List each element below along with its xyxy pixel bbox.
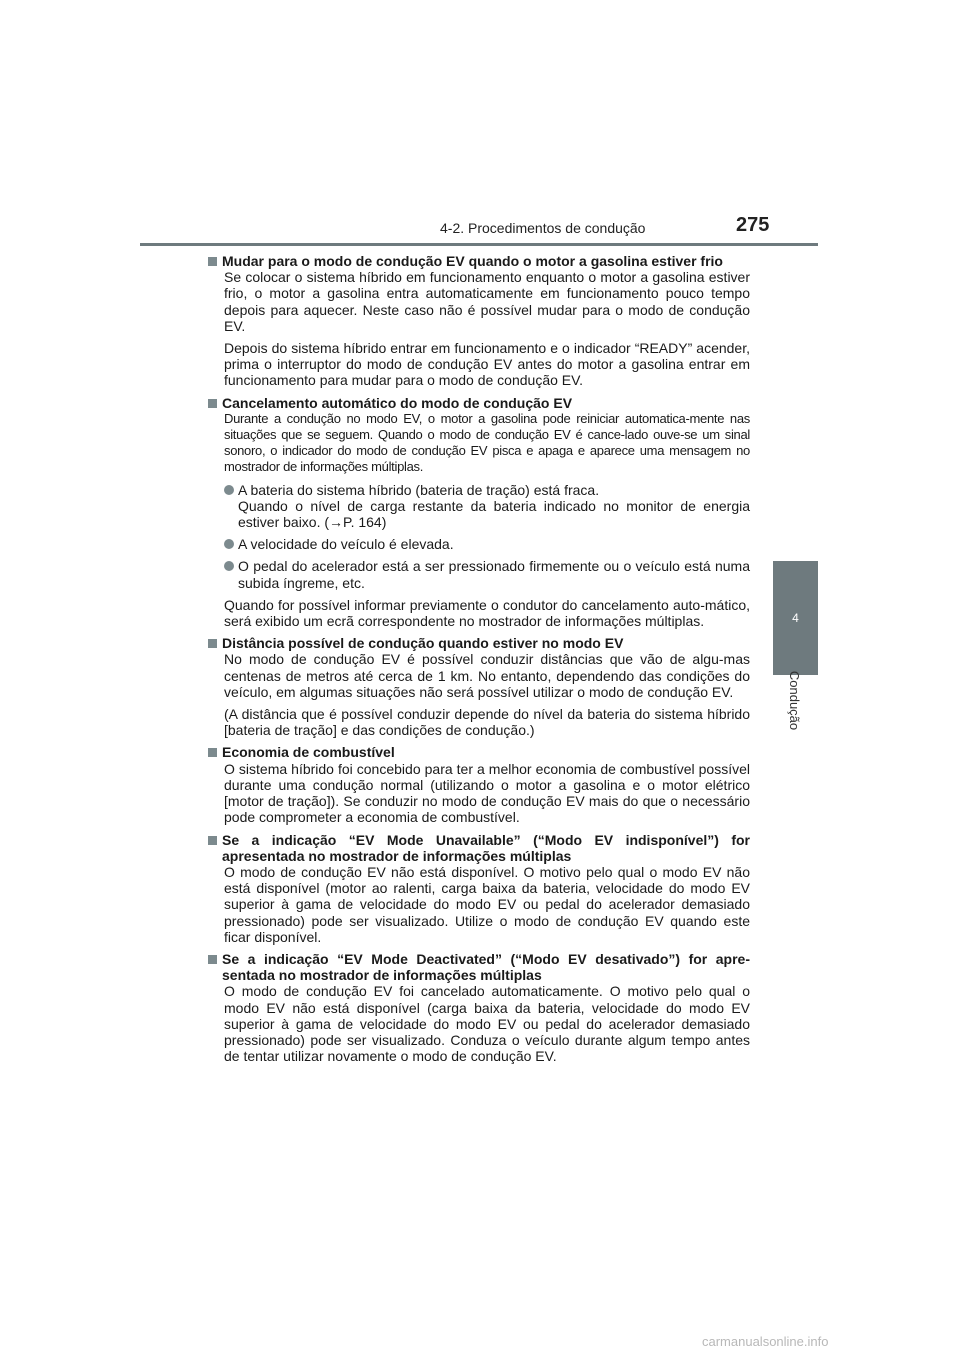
paragraph: O modo de condução EV não está disponível. O motivo pelo qual o modo EV não está disponível (motor ao ralenti, carga baixa da bateria, velocidade do modo EV superior à gama de velocidade do modo EV ou pedal do acelerador demasiado pressionado) pode ser visualizado. Utilize o modo de condução EV quando este ficar disponível. <box>224 863 750 945</box>
list-item <box>224 482 750 531</box>
page-content <box>208 253 750 1070</box>
section-heading-text: Mudar para o modo de condução EV quando o motor a gasolina estiver frio <box>222 253 723 269</box>
section-cold-engine <box>208 253 750 389</box>
section-heading-text: Se a indicação “EV Mode Deactivated” (“Modo EV desativado”) for apre-sentada no mostrador de informações múltiplas <box>222 950 750 984</box>
square-bullet-icon <box>208 399 217 408</box>
paragraph: O sistema híbrido foi concebido para ter a melhor economia de combustível possível durante uma condução normal (utilizando o motor a gasolina e o motor elétrico [motor de tração]). Se conduzir no modo de condução EV mais do que o necessário pode comprometer a economia de combustível. <box>224 760 750 826</box>
header-divider <box>140 243 818 246</box>
circle-bullet-icon <box>224 539 234 549</box>
section-heading-text: Distância possível de condução quando estiver no modo EV <box>222 635 624 652</box>
section-heading <box>208 253 750 269</box>
section-heading <box>208 744 750 760</box>
paragraph: No modo de condução EV é possível conduzir distâncias que vão de algu-mas centenas de metros até cerca de 1 km. No entanto, dependendo das condições do veículo, em algumas situações não será possível utilizar o modo de condução EV. <box>224 651 750 700</box>
list-item-text: A bateria do sistema híbrido (bateria de tração) está fraca. <box>238 481 600 498</box>
section-heading <box>208 832 750 864</box>
section-ev-deactivated <box>208 951 750 1064</box>
list-item-text: A velocidade do veículo é elevada. <box>238 536 454 553</box>
chapter-label: Condução <box>787 670 803 730</box>
paragraph: (A distância que é possível conduzir depende do nível da bateria do sistema híbrido [bateria de tração] e das condições de condução.) <box>224 706 750 739</box>
section-auto-cancel <box>208 395 750 630</box>
chapter-number: 4 <box>792 611 799 625</box>
circle-bullet-icon <box>224 485 234 495</box>
square-bullet-icon <box>208 639 217 648</box>
section-fuel-economy <box>208 744 750 825</box>
circle-bullet-icon <box>224 561 234 571</box>
paragraph: O modo de condução EV foi cancelado automaticamente. O motivo pelo qual o modo EV não está disponível (carga baixa da bateria, velocidade do modo EV superior à gama de velocidade do modo EV ou pedal do acelerador demasiado pressionado) pode ser visualizado. Conduza o veículo durante algum tempo antes de tentar utilizar novamente o modo de condução EV. <box>224 983 750 1065</box>
header-section-title: 4-2. Procedimentos de condução <box>440 220 646 236</box>
page-number: 275 <box>736 214 770 236</box>
section-heading <box>208 395 750 411</box>
section-heading <box>208 635 750 651</box>
section-heading-text: Se a indicação “EV Mode Unavailable” (“Modo EV indisponível”) for apresentada no mostrador de informações múltiplas <box>222 831 750 864</box>
list-item <box>224 558 750 590</box>
section-heading <box>208 951 750 983</box>
watermark-text: carmanualsonline.info <box>702 1334 829 1349</box>
list-item-text: O pedal do acelerador está a ser pressionado firmemente ou o veículo está numa subida íngreme, etc. <box>238 558 750 591</box>
section-heading-text: Cancelamento automático do modo de condução EV <box>222 394 573 411</box>
section-heading-text: Economia de combustível <box>222 744 395 761</box>
list-item <box>224 536 750 552</box>
square-bullet-icon <box>208 836 217 845</box>
section-ev-unavailable <box>208 832 750 945</box>
paragraph: Quando for possível informar previamente o condutor do cancelamento auto-mático, será exibido um ecrã correspondente no mostrador de informações múltiplas. <box>224 596 750 630</box>
square-bullet-icon <box>208 748 217 757</box>
chapter-label-container <box>760 630 830 730</box>
paragraph: Se colocar o sistema híbrido em funcionamento enquanto o motor a gasolina estiver frio, o motor a gasolina entra automaticamente em funcionamento pouco tempo depois para aquecer. Neste caso não é possível mudar para o modo de condução EV. <box>224 269 750 334</box>
paragraph: Depois do sistema híbrido entrar em funcionamento e o indicador “READY” acender, prima o interruptor do modo de condução EV antes do motor a gasolina entrar em funcionamento para mudar para o modo de condução EV. <box>224 340 750 389</box>
paragraph: Durante a condução no modo EV, o motor a gasolina pode reiniciar automatica-mente nas situações que se seguem. Quando o modo de condução EV é cance-lado ouve-se um sinal sonoro, o indicador do modo de condução EV pisca e apaga e aparece uma mensagem no mostrador de informações múltiplas. <box>224 410 750 475</box>
square-bullet-icon <box>208 955 217 964</box>
section-ev-distance <box>208 635 750 738</box>
list-item-subtext: Quando o nível de carga restante da bateria indicado no monitor de energia estiver baixo. (→P. 164) <box>238 497 750 531</box>
square-bullet-icon <box>208 257 217 266</box>
